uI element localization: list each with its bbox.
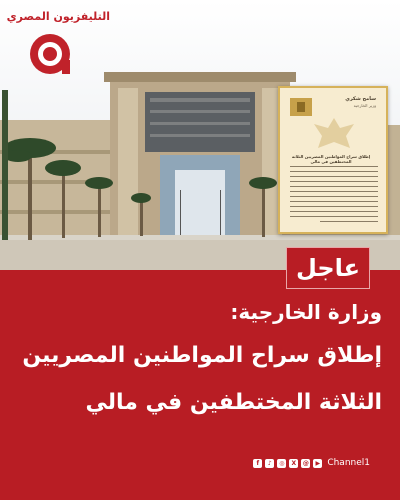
headline-line-1: إطلاق سراح المواطنين المصريين xyxy=(22,343,382,368)
youtube-icon[interactable]: ▶ xyxy=(313,459,322,468)
document-subheader: وزير الخارجية xyxy=(353,103,376,108)
eagle-watermark-icon xyxy=(310,114,358,152)
channel-brand xyxy=(6,8,110,78)
headline-line-2: الثلاثة المختطفين في مالي xyxy=(85,390,382,415)
social-footer xyxy=(253,458,370,468)
x-icon[interactable]: X xyxy=(289,459,298,468)
breaking-news-badge xyxy=(286,247,370,289)
statement-document-image xyxy=(278,86,388,234)
document-header: سامح شكري xyxy=(345,96,376,102)
instagram-icon[interactable]: ◎ xyxy=(279,459,285,467)
threads-icon[interactable]: @ xyxy=(302,459,309,467)
channel-handle: Channel1 xyxy=(327,458,370,468)
channel-name: التليفزيون المصري xyxy=(6,10,110,23)
channel-logo-icon xyxy=(28,32,72,76)
breaking-news-label: عاجل xyxy=(295,254,361,282)
headline-source: وزارة الخارجية: xyxy=(230,300,382,324)
facebook-icon[interactable]: f xyxy=(253,459,262,468)
tiktok-icon[interactable]: ♪ xyxy=(265,459,274,468)
document-title: إطلاق سراح المواطنين المصريين الثلاثة المختطفين في مالي xyxy=(291,154,371,164)
